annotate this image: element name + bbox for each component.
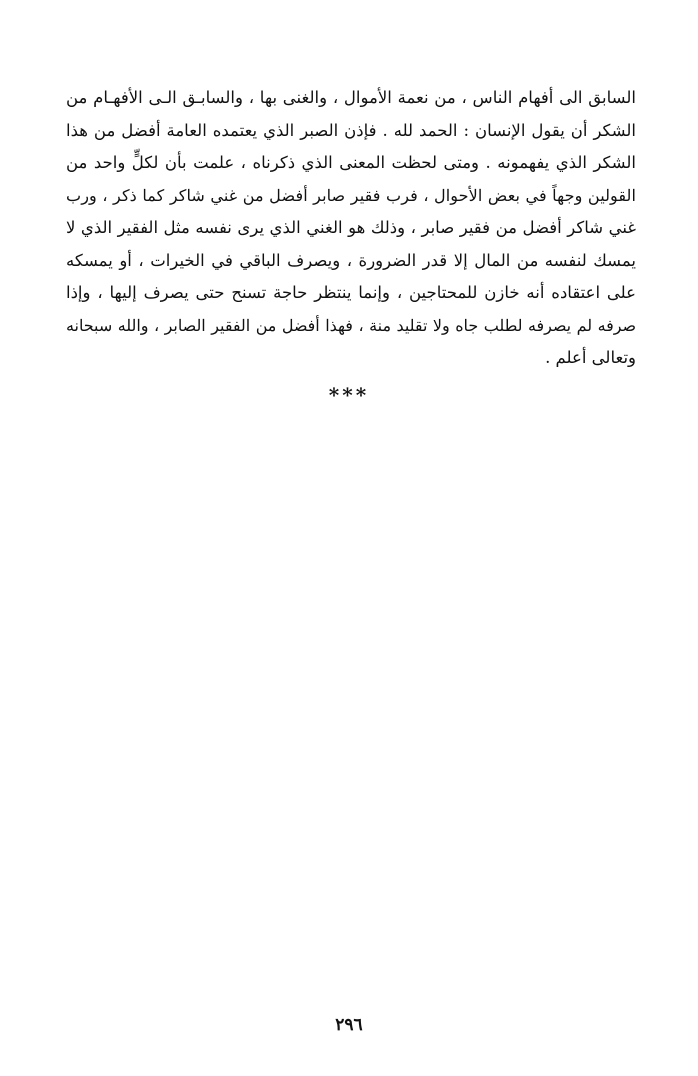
text-line-1: السابق الى أفهام الناس ، من نعمة الأموال ، والغنى بها ، والسابـق الـى الأفهـام من <box>66 88 636 107</box>
text-line-6: يمسك لنفسه من المال إلا قدر الضرورة ، ويصرف الباقي في الخيرات ، أو يمسكه <box>66 250 636 270</box>
text-line-2: الشكر أن يقول الإنسان : الحمد لله . فإذن الصبر الذي يعتمده العامة أفضل من هذا <box>66 120 636 140</box>
page-number: ٢٩٦ <box>335 1015 363 1035</box>
text-line-7: على اعتقاده أنه خازن للمحتاجين ، وإنما ينتظر حاجة تسنح حتى يصرف إليها ، وإذا <box>66 283 636 302</box>
section-separator: *** <box>328 383 370 407</box>
text-line-5: غني شاكر أفضل من فقير صابر ، وذلك هو الغني الذي يرى نفسه مثل الفقير الذي لا <box>66 218 636 237</box>
text-line-8: صرفه لم يصرفه لطلب جاه ولا تقليد منة ، فهذا أفضل من الفقير الصابر ، والله سبحانه <box>66 315 636 335</box>
text-line-3: الشكر الذي يفهمونه . ومتى لحظت المعنى الذي ذكرناه ، علمت بأن لكلٍّ واحد من <box>66 153 636 172</box>
body-text <box>66 82 636 375</box>
text-line-9: وتعالى أعلم . <box>545 348 636 367</box>
text-line-4: القولين وجهاً في بعض الأحوال ، فرب فقير صابر أفضل من غني شاكر كما ذكر ، ورب <box>66 185 636 205</box>
